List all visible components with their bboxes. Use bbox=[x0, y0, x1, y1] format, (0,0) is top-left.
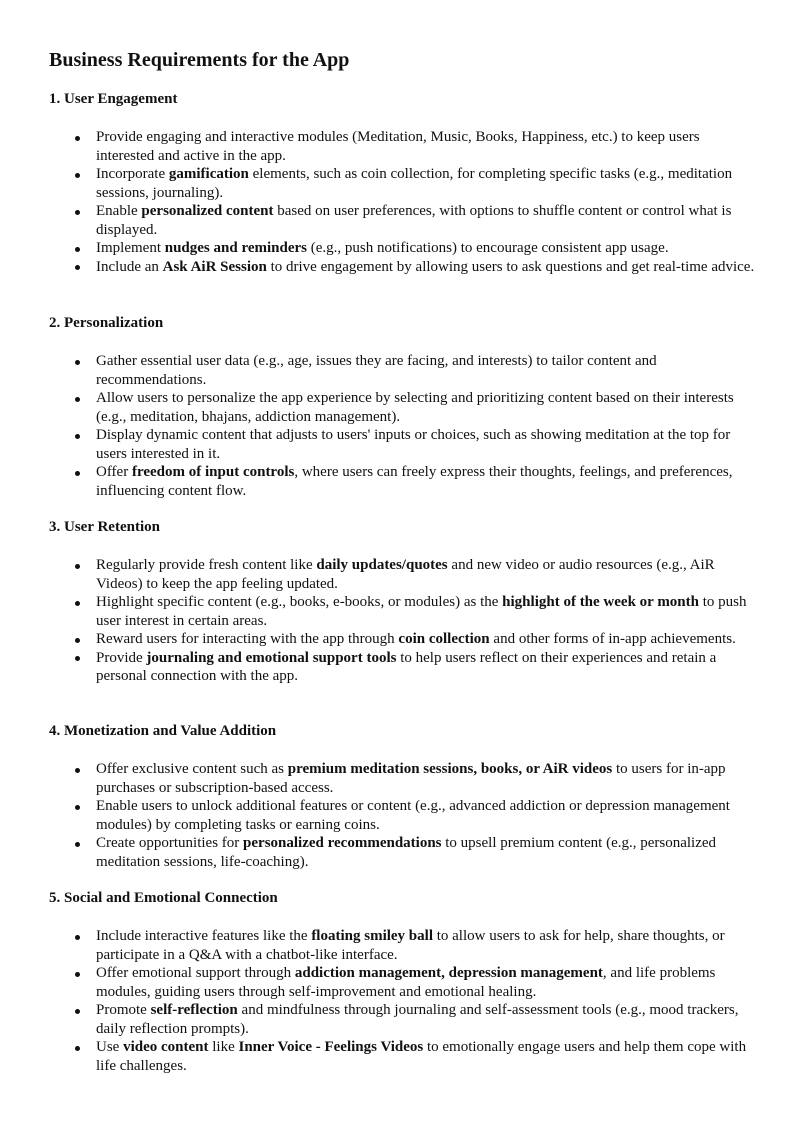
bullet-icon bbox=[75, 360, 80, 365]
item-text: Offer bbox=[96, 464, 132, 480]
page-title: Business Requirements for the App bbox=[49, 49, 350, 71]
bullet-icon bbox=[75, 397, 80, 402]
bold-text: coin collection bbox=[398, 631, 490, 647]
item-text: like bbox=[208, 1039, 239, 1055]
list-item bbox=[96, 463, 756, 500]
bullet-icon bbox=[75, 1009, 80, 1014]
list-item bbox=[96, 426, 756, 463]
bold-text: gamification bbox=[168, 166, 249, 182]
item-text: Allow users to personalize the app experience by selecting and prioritizing content based on their interests (e.g., meditation, bhajans, addiction management). bbox=[96, 390, 734, 425]
item-text: Gather essential user data (e.g., age, issues they are facing, and interests) to tailor content and recommendations. bbox=[96, 353, 657, 388]
list-item bbox=[96, 593, 756, 630]
bullet-icon bbox=[75, 564, 80, 569]
item-text: Enable bbox=[96, 203, 142, 219]
bullet-icon bbox=[75, 1046, 80, 1051]
bold-text: Ask AiR Session bbox=[162, 258, 267, 275]
item-text: , and life problems modules, guiding users through self-improvement and emotional healing. bbox=[96, 965, 716, 1000]
bullet-list bbox=[0, 128, 800, 276]
item-text: Implement bbox=[96, 240, 165, 256]
bullet-list bbox=[0, 927, 800, 1075]
section-3 bbox=[0, 517, 800, 686]
item-text: Provide engaging and interactive modules (Meditation, Music, Books, Happiness, etc.) to keep users interested and active in the app. bbox=[96, 129, 700, 164]
item-text: based on user preferences, with options to shuffle content or control what is displayed. bbox=[96, 203, 732, 238]
bullet-icon bbox=[75, 434, 80, 439]
list-item bbox=[96, 556, 756, 593]
bold-text: nudges and reminders bbox=[164, 240, 307, 256]
bullet-icon bbox=[75, 638, 80, 643]
item-text: (e.g., push notifications) to encourage consistent app usage. bbox=[307, 240, 669, 256]
item-text: Highlight specific content (e.g., books, e-books, or modules) as the bbox=[96, 594, 503, 610]
item-text: Include interactive features like the bbox=[96, 928, 312, 944]
section-2 bbox=[0, 313, 800, 500]
item-text: , where users can freely express their thoughts, feelings, and preferences, influencing content flow. bbox=[96, 464, 733, 499]
bullet-list bbox=[0, 352, 800, 500]
bold-text: premium meditation sessions, books, or AiR videos bbox=[287, 761, 613, 777]
bullet-icon bbox=[75, 471, 80, 476]
list-item bbox=[96, 165, 756, 202]
item-text: and mindfulness through journaling and self-assessment tools (e.g., mood trackers, daily reflection prompts). bbox=[96, 1002, 739, 1037]
list-item bbox=[96, 239, 756, 258]
section-4 bbox=[0, 721, 800, 871]
bold-text: self-reflection bbox=[150, 1002, 238, 1018]
bullet-icon bbox=[75, 247, 80, 252]
list-item bbox=[96, 1038, 756, 1075]
item-text: Display dynamic content that adjusts to users' inputs or choices, such as showing meditation at the top for users interested in it. bbox=[96, 427, 731, 462]
list-item bbox=[96, 202, 756, 239]
item-text: Promote bbox=[96, 1002, 151, 1018]
item-text: to help users reflect on their experiences and retain a personal connection with the app. bbox=[96, 649, 717, 684]
list-item bbox=[96, 797, 756, 834]
item-text: Regularly provide fresh content like bbox=[96, 557, 317, 573]
bold-text: highlight of the week or month bbox=[502, 594, 699, 610]
bullet-icon bbox=[75, 935, 80, 940]
bullet-list bbox=[0, 760, 800, 871]
section-heading: 1. User Engagement bbox=[49, 91, 178, 107]
section-1 bbox=[0, 89, 800, 276]
bold-text: personalized content bbox=[141, 203, 274, 219]
bold-text: floating smiley ball bbox=[311, 928, 433, 944]
bold-text: daily updates/quotes bbox=[316, 557, 448, 573]
item-text: Provide bbox=[96, 649, 147, 666]
bold-text: addiction management, depression management bbox=[294, 965, 603, 981]
list-item bbox=[96, 352, 756, 389]
item-text: to upsell premium content (e.g., personalized meditation sessions, life-coaching). bbox=[96, 835, 717, 870]
section-heading: 2. Personalization bbox=[49, 315, 164, 331]
bullet-icon bbox=[75, 842, 80, 847]
bullet-icon bbox=[75, 768, 80, 773]
bold-text: Inner Voice - Feelings Videos bbox=[238, 1039, 424, 1055]
bullet-icon bbox=[75, 601, 80, 606]
item-text: Offer exclusive content such as bbox=[96, 761, 288, 777]
bullet-icon bbox=[75, 656, 80, 661]
item-text: Reward users for interacting with the app through bbox=[96, 631, 399, 647]
item-text: Include an bbox=[96, 258, 163, 275]
item-text: and new video or audio resources (e.g., AiR Videos) to keep the app feeling updated. bbox=[96, 557, 715, 592]
item-text: to users for in-app purchases or subscription-based access. bbox=[96, 761, 726, 796]
list-item bbox=[96, 258, 756, 277]
bullet-icon bbox=[75, 173, 80, 178]
item-text: to emotionally engage users and help them cope with life challenges. bbox=[96, 1039, 747, 1074]
section-heading: 5. Social and Emotional Connection bbox=[49, 890, 278, 906]
item-text: to drive engagement by allowing users to ask questions and get real-time advice. bbox=[266, 258, 755, 275]
item-text: elements, such as coin collection, for completing specific tasks (e.g., meditation sessions, journaling). bbox=[96, 166, 733, 201]
item-text: Enable users to unlock additional features or content (e.g., advanced addiction or depression management modules) by completing tasks or earning coins. bbox=[96, 798, 730, 833]
item-text: to allow users to ask for help, share thoughts, or participate in a Q&A with a chatbot-like interface. bbox=[96, 928, 725, 963]
list-item bbox=[96, 1001, 756, 1038]
section-5 bbox=[0, 888, 800, 1075]
list-item bbox=[96, 389, 756, 426]
list-item bbox=[96, 760, 756, 797]
bullet-icon bbox=[75, 972, 80, 977]
bullet-icon bbox=[75, 136, 80, 141]
item-text: Create opportunities for bbox=[96, 835, 244, 851]
item-text: to push user interest in certain areas. bbox=[96, 594, 747, 629]
bullet-icon bbox=[75, 805, 80, 810]
section-heading: 4. Monetization and Value Addition bbox=[49, 723, 277, 739]
bold-text: personalized recommendations bbox=[243, 835, 442, 851]
bullet-icon bbox=[75, 210, 80, 215]
list-item bbox=[96, 649, 756, 686]
list-item bbox=[96, 834, 756, 871]
item-text: Use bbox=[96, 1039, 124, 1055]
item-text: and other forms of in-app achievements. bbox=[489, 631, 736, 647]
list-item bbox=[96, 927, 756, 964]
section-heading: 3. User Retention bbox=[49, 519, 160, 535]
list-item bbox=[96, 128, 756, 165]
list-item bbox=[96, 964, 756, 1001]
bold-text: freedom of input controls bbox=[131, 464, 295, 480]
bullet-list bbox=[0, 556, 800, 686]
bold-text: journaling and emotional support tools bbox=[146, 649, 397, 666]
bold-text: video content bbox=[123, 1039, 209, 1055]
list-item bbox=[96, 630, 756, 649]
item-text: Offer emotional support through bbox=[96, 965, 295, 981]
item-text: Incorporate bbox=[96, 166, 169, 182]
bullet-icon bbox=[75, 265, 80, 270]
